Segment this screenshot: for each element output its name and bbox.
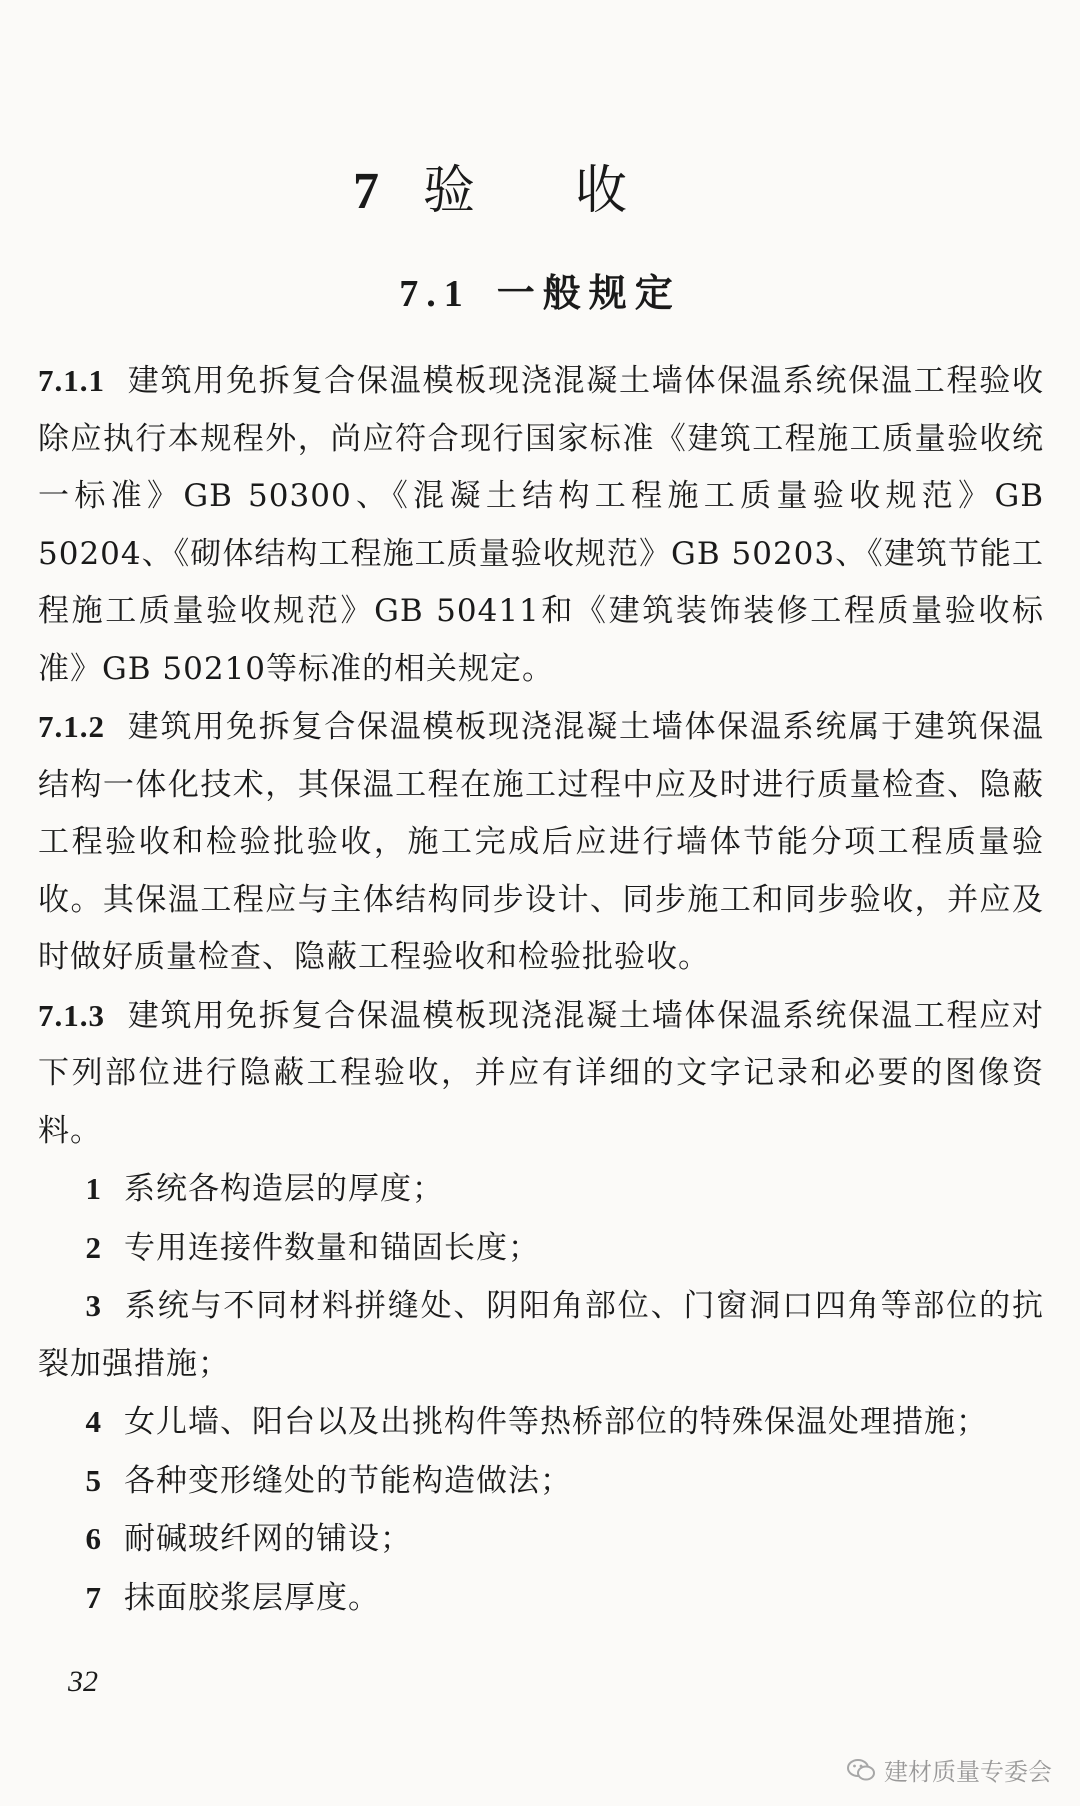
list-item-1 [38, 1160, 1044, 1219]
clause-number: 7.1.1 [38, 363, 105, 398]
item-number: 5 [85, 1462, 102, 1498]
list-item-2 [38, 1219, 1044, 1278]
clause-7-1-2 [38, 698, 1044, 987]
item-text: 系统各构造层的厚度； [124, 1171, 444, 1207]
item-text: 系统与不同材料拼缝处、阴阳角部位、门窗洞口四角等部位的抗裂加强措施； [38, 1288, 1044, 1382]
clause-7-1-1 [38, 352, 1044, 698]
section-title [0, 262, 1080, 317]
item-text: 耐碱玻纤网的铺设； [124, 1521, 412, 1557]
item-number: 3 [85, 1288, 102, 1323]
watermark-text: 建材质量专委会 [884, 1758, 1052, 1786]
list-item-4 [38, 1393, 1044, 1452]
clause-7-1-3 [38, 987, 1044, 1161]
item-number: 1 [85, 1171, 102, 1206]
clause-text: 建筑用免拆复合保温模板现浇混凝土墙体保温系统保温工程验收除应执行本规程外，尚应符合现行国家标准《建筑工程施工质量验收统一标准》GB 50300、《混凝土结构工程施工质量验收规范》GB 50204、《砌体结构工程施工质量验收规范》GB 50203、《建筑节能工程施工质量验收规范》GB 50411和《建筑装饰装修工程质量验收标准》GB 50210等标准的相关规定。 [38, 363, 1044, 687]
page-number: 32 [68, 1665, 98, 1698]
chapter-title [0, 148, 1080, 223]
list-item-7 [38, 1569, 1044, 1628]
wechat-icon [846, 1757, 876, 1783]
item-number: 4 [85, 1404, 102, 1439]
item-number: 7 [85, 1579, 102, 1615]
section-title-text: 一般规定 [496, 270, 681, 315]
section-number: 7.1 [399, 273, 471, 315]
chapter-number: 7 [352, 163, 389, 220]
watermark [846, 1752, 1052, 1787]
item-number: 2 [85, 1229, 102, 1265]
clause-text: 建筑用免拆复合保温模板现浇混凝土墙体保温系统属于建筑保温结构一体化技术，其保温工程在施工过程中应及时进行质量检查、隐蔽工程验收和检验批验收，施工完成后应进行墙体节能分项工程质量验收。其保温工程应与主体结构同步设计、同步施工和同步验收，并应及时做好质量检查、隐蔽工程验收和检验批验收。 [38, 709, 1044, 975]
item-text: 女儿墙、阳台以及出挑构件等热桥部位的特殊保温处理措施； [124, 1404, 988, 1440]
clause-number: 7.1.2 [38, 709, 105, 744]
item-text: 抹面胶浆层厚度。 [124, 1579, 380, 1616]
list-item-3 [38, 1277, 1044, 1393]
document-body [38, 352, 1044, 1627]
list-item-5 [38, 1452, 1044, 1511]
chapter-title-text: 验收 [422, 161, 727, 221]
clause-number: 7.1.3 [38, 997, 105, 1033]
clause-text: 建筑用免拆复合保温模板现浇混凝土墙体保温系统保温工程应对下列部位进行隐蔽工程验收，并应有详细的文字记录和必要的图像资料。 [38, 997, 1044, 1149]
item-text: 专用连接件数量和锚固长度； [124, 1229, 540, 1266]
item-number: 6 [85, 1521, 102, 1556]
item-text: 各种变形缝处的节能构造做法； [124, 1462, 572, 1499]
list-item-6 [38, 1510, 1044, 1569]
